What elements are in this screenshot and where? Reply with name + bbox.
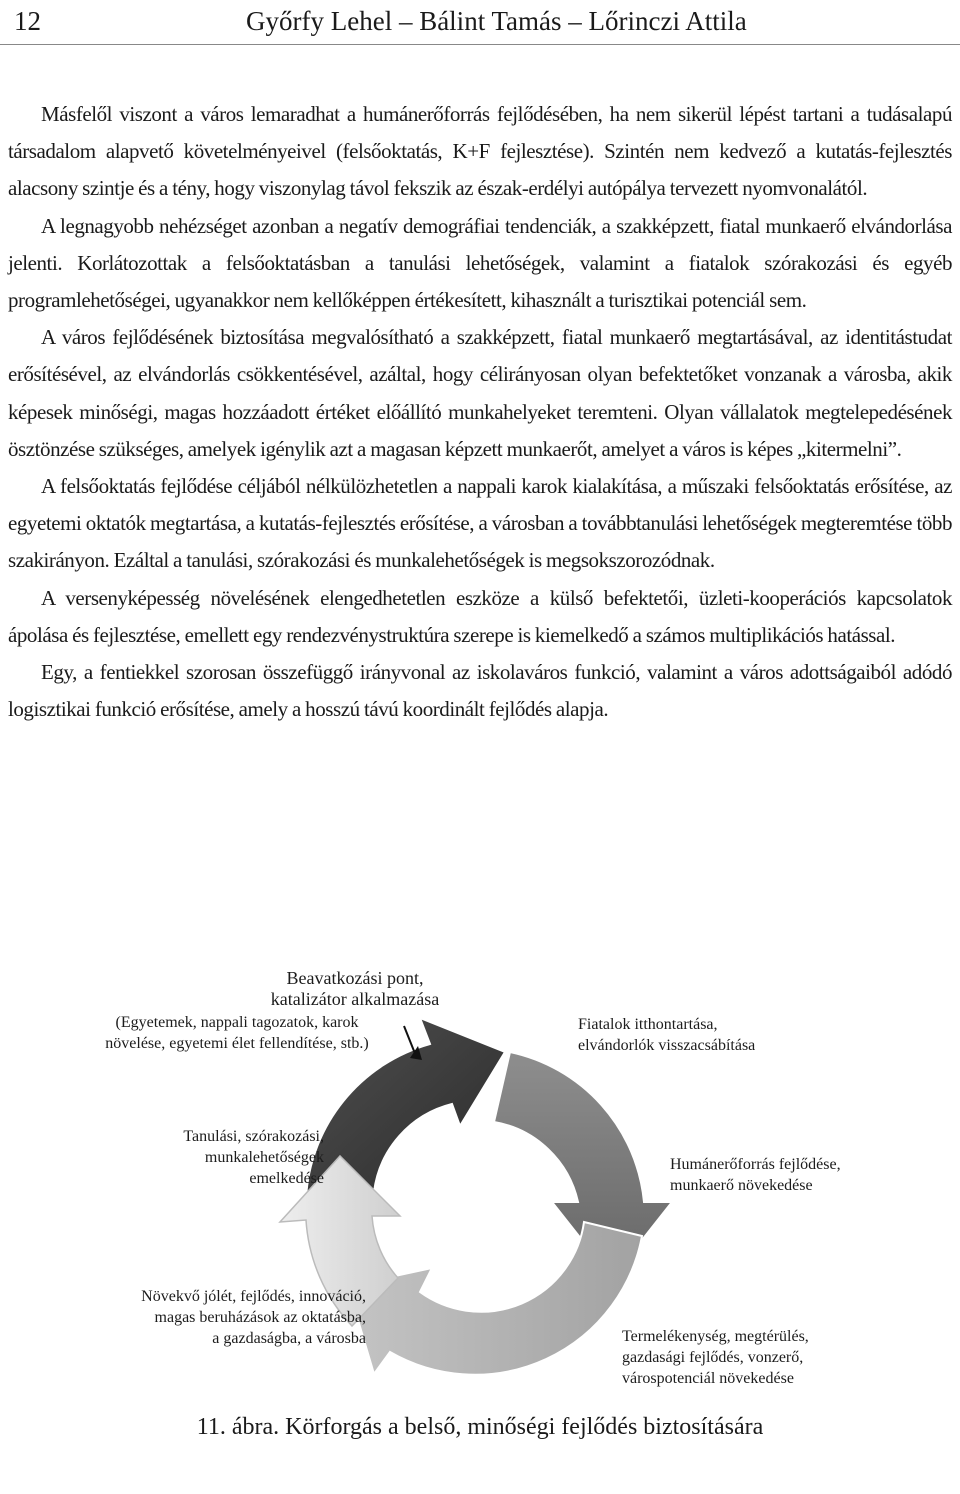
page-header <box>0 0 960 45</box>
label-prosperity: Növekvő jólét, fejlődés, innováció, magas beruházások az oktatásba, a gazdaságba, a városba <box>141 1288 366 1347</box>
paragraph-3: A város fejlődésének biztosítása megvalósítható a szakképzett, fiatal munkaerő megtartásával, az identitástudat erősítésével, az elvándorlás csökkentésével, azáltal, hogy célirányosan olyan befektetőket vonzanak a városba, akik képesek minőségi, magas hozzáadott értéket előállító munkahelyeket teremteni. Olyan vállalatok megtelepedésének ösztönzése szükséges, amelyek igénylik azt a magasan képzett munkaerőt, amelyet a város is képes „kitermelni”. <box>8 325 952 461</box>
paragraph-2: A legnagyobb nehézséget azonban a negatív demográfiai tendenciák, a szakképzett, fiatal munkaerő elvándorlása jelenti. Korlátozottak a felsőoktatásban a tanulási lehetőségek, valamint a fiatalok szórakozási és egyéb programlehetőségei, ugyanakkor nem kellőképpen értékesített, kihasznált a turisztikai potenciál sem. <box>8 213 952 313</box>
label-intervention-detail: (Egyetemek, nappali tagozatok, karok növelése, egyetemi élet fellendítése, stb.) <box>105 1014 369 1052</box>
label-intervention: Beavatkozási pont, katalizátor alkalmazása <box>270 968 440 1009</box>
running-head: Győrfy Lehel – Bálint Tamás – Lőrinczi Attila <box>246 6 747 36</box>
cycle-segment-bottom <box>348 1222 642 1375</box>
label-human-resources: Humánerőforrás fejlődése, munkaerő növekedése <box>670 1156 841 1194</box>
body-text <box>8 96 952 728</box>
paragraph-6: Egy, a fentiekkel szorosan összefüggő irányvonal az iskolaváros funkció, valamint a város adottságaiból adódó logisztikai funkció erősítése, amely a hosszú távú koordinált fejlődés alapja. <box>8 660 952 722</box>
paragraph-5: A versenyképesség növelésének elengedhetetlen eszköze a külső befektetői, üzleti-kooperációs kapcsolatok ápolása és fejlesztése, emellett egy rendezvénystruktúra szerepe is kiemelkedő a számos multiplikációs hatással. <box>8 585 952 647</box>
label-productivity: Termelékenység, megtérülés, gazdasági fejlődés, vonzerő, várospotenciál növekedése <box>622 1328 809 1387</box>
label-youth-retention: Fiatalok itthontartása, elvándorlók visszacsábítása <box>578 1016 756 1054</box>
paragraph-4: A felsőoktatás fejlődése céljából nélkülözhetetlen a nappali karok kialakítása, a műszaki felsőoktatás erősítése, az egyetemi oktatók megtartása, a kutatás-fejlesztés erősítése, a városban a továbbtanulási lehetőségek megteremtése több szakirányon. Ezáltal a tanulási, szórakozási és munkalehetőségek is megsokszorozódnak. <box>8 474 952 573</box>
figure-caption: 11. ábra. Körforgás a belső, minőségi fejlődés biztosítására <box>196 1414 764 1440</box>
label-opportunities: Tanulási, szórakozási, munkalehetőségek emelkedése <box>183 1128 324 1187</box>
paragraph-1: Másfelől viszont a város lemaradhat a humánerőforrás fejlődésében, ha nem sikerül lépést tartani a tudásalapú társadalom alapvető követelményeivel (felsőoktatás, K+F fejlesztése). Szintén nem kedvező a kutatás-fejlesztés alacsony szintje és a tény, hogy viszonylag távol fekszik az észak-erdélyi autópálya tervezett nyomvonalától. <box>8 102 952 201</box>
cycle-diagram <box>0 960 960 1420</box>
page-number: 12 <box>14 6 41 36</box>
